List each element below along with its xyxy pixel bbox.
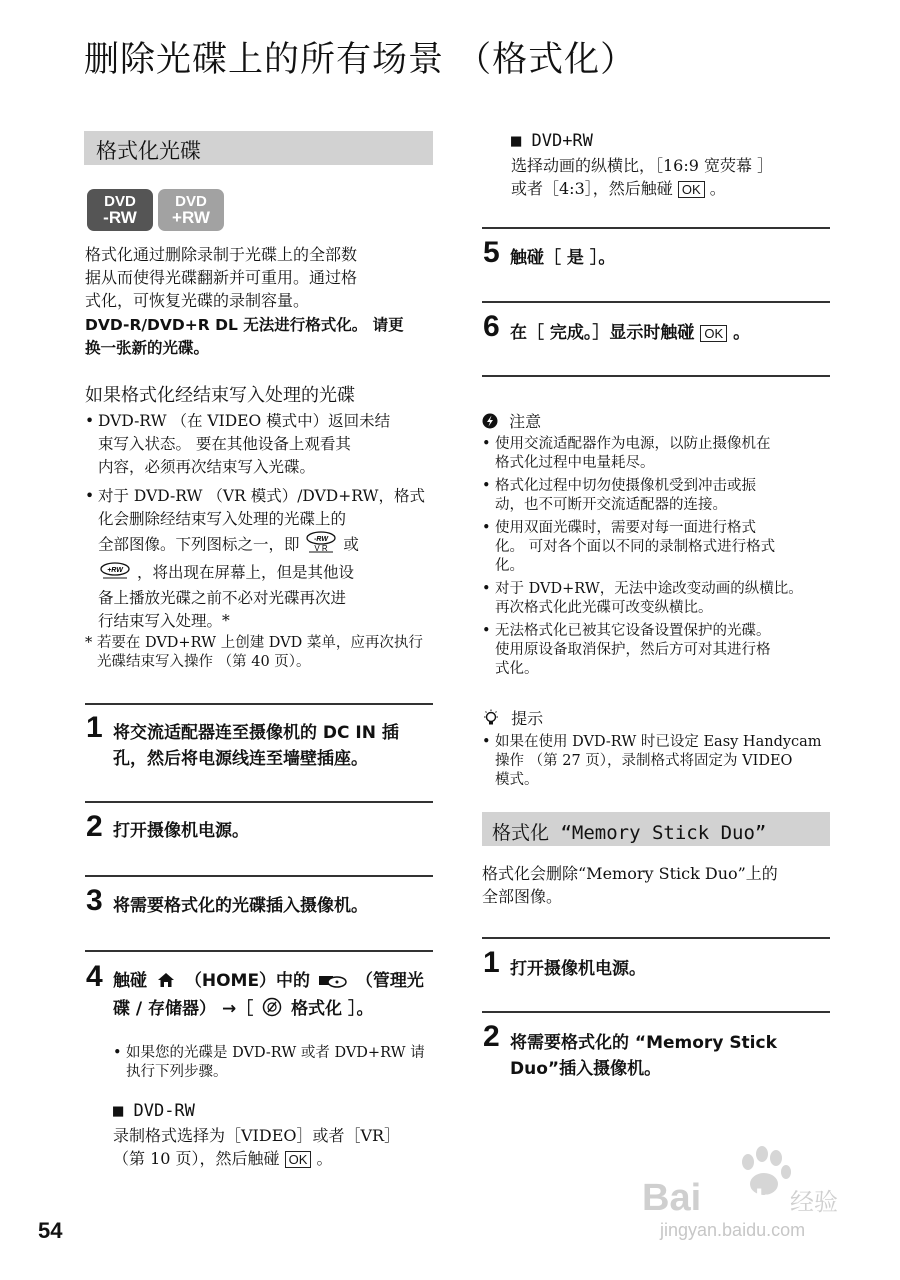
intro-paragraph: 格式化通过删除录制于光碟上的全部数 据从而使得光碟翻新并可重用。通过格 式化，可恢复光碟的录制容量。 DVD-R/DVD+R DL 无法进行格式化。 请更 换一张新的光碟。 (85, 245, 404, 357)
svg-text:Bai: Bai (642, 1177, 702, 1219)
caution-list (482, 435, 832, 679)
step-text: 打开摄像机电源。 (113, 821, 249, 841)
dvdrw-heading: ■ DVD-RW (113, 1101, 195, 1121)
step-number: 1 (483, 946, 500, 979)
step-number: 5 (483, 236, 500, 269)
manage-disc-icon (318, 970, 348, 996)
ms-intro: 格式化会删除“Memory Stick Duo”上的 全部图像。 (482, 864, 778, 906)
baidu-watermark (640, 1140, 850, 1244)
dvd-rw-badge: DVD -RW (87, 189, 153, 231)
finalized-bullets (85, 410, 445, 633)
step-text: 触碰［ 是 ］。 (510, 248, 616, 268)
divider (482, 937, 830, 939)
step-number: 3 (86, 884, 103, 917)
step-text: 在［ 完成。］显示时触碰 OK 。 (510, 323, 751, 343)
ok-button-icon: OK (285, 1151, 312, 1168)
step-text: 将需要格式化的 “Memory Stick Duo”插入摄像机。 (510, 1033, 777, 1079)
step-text: 将需要格式化的光碟插入摄像机。 (113, 896, 368, 916)
ok-button-icon: OK (678, 181, 705, 198)
section-heading-memory-stick: 格式化 “Memory Stick Duo” (482, 812, 830, 846)
page-number: 54 (38, 1218, 63, 1243)
home-icon (157, 970, 175, 996)
divider (85, 875, 433, 877)
list-item: • 如果在使用 DVD-RW 时已设定 Easy Handycam 操作 （第 27 页），录制格式将固定为 VIDEO 模式。 (482, 733, 832, 790)
tip-list (482, 733, 832, 790)
step-number: 4 (86, 960, 103, 993)
dvdplusrw-heading: ■ DVD+RW (511, 131, 593, 151)
svg-text:-RW: -RW (314, 536, 329, 543)
divider (85, 801, 433, 803)
step-text: 将交流适配器连至摄像机的 DC IN 插 孔，然后将电源线连至墙壁插座。 (113, 723, 399, 769)
dvdplusrw-text: 选择动画的纵横比，［16:9 宽荧幕 ］ 或者［4:3］，然后触碰 OK 。 (511, 156, 774, 198)
svg-text:du: du (745, 1184, 782, 1217)
lightbulb-icon (482, 709, 500, 731)
subheading-finalized-disc: 如果格式化经结束写入处理的光碟 (85, 385, 355, 406)
footnote: * 若要在 DVD+RW 上创建 DVD 菜单，应再次执行 光碟结束写入操作 （第 40 页）。 (85, 635, 423, 670)
rw-plus-disc-icon (98, 560, 132, 587)
watermark-url: jingyan.baidu.com (660, 1220, 806, 1240)
step-number: 2 (86, 810, 103, 843)
list-item: • 使用交流适配器作为电源，以防止摄像机在 格式化过程中电量耗尽。 (482, 435, 832, 473)
divider (85, 703, 433, 705)
format-icon (262, 997, 282, 1025)
step-number: 2 (483, 1020, 500, 1053)
step-number: 1 (86, 711, 103, 744)
list-item: • 格式化过程中切勿使摄像机受到冲击或振 动，也不可断开交流适配器的连接。 (482, 477, 832, 515)
step4-note (113, 1044, 443, 1082)
dvd-plus-rw-badge: DVD +RW (158, 189, 224, 231)
tip-heading: 提示 (482, 706, 543, 731)
divider (482, 227, 830, 229)
caution-heading: 注意 (482, 409, 541, 433)
caution-icon (482, 413, 498, 433)
rw-vr-disc-icon (304, 531, 338, 560)
list-item: • 对于 DVD+RW，无法中途改变动画的纵横比。 再次格式化此光碟可改变纵横比。 (482, 580, 832, 618)
section-heading-format-disc: 格式化光碟 (84, 131, 433, 165)
list-item: • 使用双面光碟时，需要对每一面进行格式 化。 可对各个面以不同的录制格式进行格式 化。 (482, 519, 832, 576)
list-item: • 对于 DVD-RW （VR 模式）/DVD+RW，格式 化会删除经结束写入处理的光碟上的 全部图像。下列图标之一，即 -RW V R 或 +RW ，将出现在屏幕上，但是其他设 备上播放光碟之前不必对光碟再次进 行结束写入处理。* (85, 485, 445, 633)
list-item: • DVD-RW （在 VIDEO 模式中）返回未结 束写入状态。 要在其他设备上观看其 内容，必须再次结束写入光碟。 (85, 410, 445, 479)
step-text: 打开摄像机电源。 (510, 959, 646, 979)
svg-text:+RW: +RW (107, 567, 123, 574)
ok-button-icon: OK (700, 325, 727, 342)
divider (482, 1011, 830, 1013)
step-text: 触碰 （HOME）中的 （管理光 碟 / 存储器） →［ 格式化 ］。 (113, 968, 443, 1025)
step-number: 6 (483, 310, 500, 343)
page-title: 删除光碟上的所有场景 （格式化） (84, 40, 637, 80)
list-item: • 无法格式化已被其它设备设置保护的光碟。 使用原设备取消保护，然后方可对其进行格 式化。 (482, 622, 832, 679)
svg-text:经验: 经验 (790, 1188, 838, 1216)
dvdrw-text: 录制格式选择为［VIDEO］或者［VR］ （第 10 页），然后触碰 OK 。 (113, 1126, 401, 1168)
list-item: • 如果您的光碟是 DVD-RW 或者 DVD+RW 请 执行下列步骤。 (113, 1044, 443, 1082)
divider (85, 950, 433, 952)
divider (482, 375, 830, 377)
divider (482, 301, 830, 303)
svg-text:V R: V R (314, 544, 329, 553)
